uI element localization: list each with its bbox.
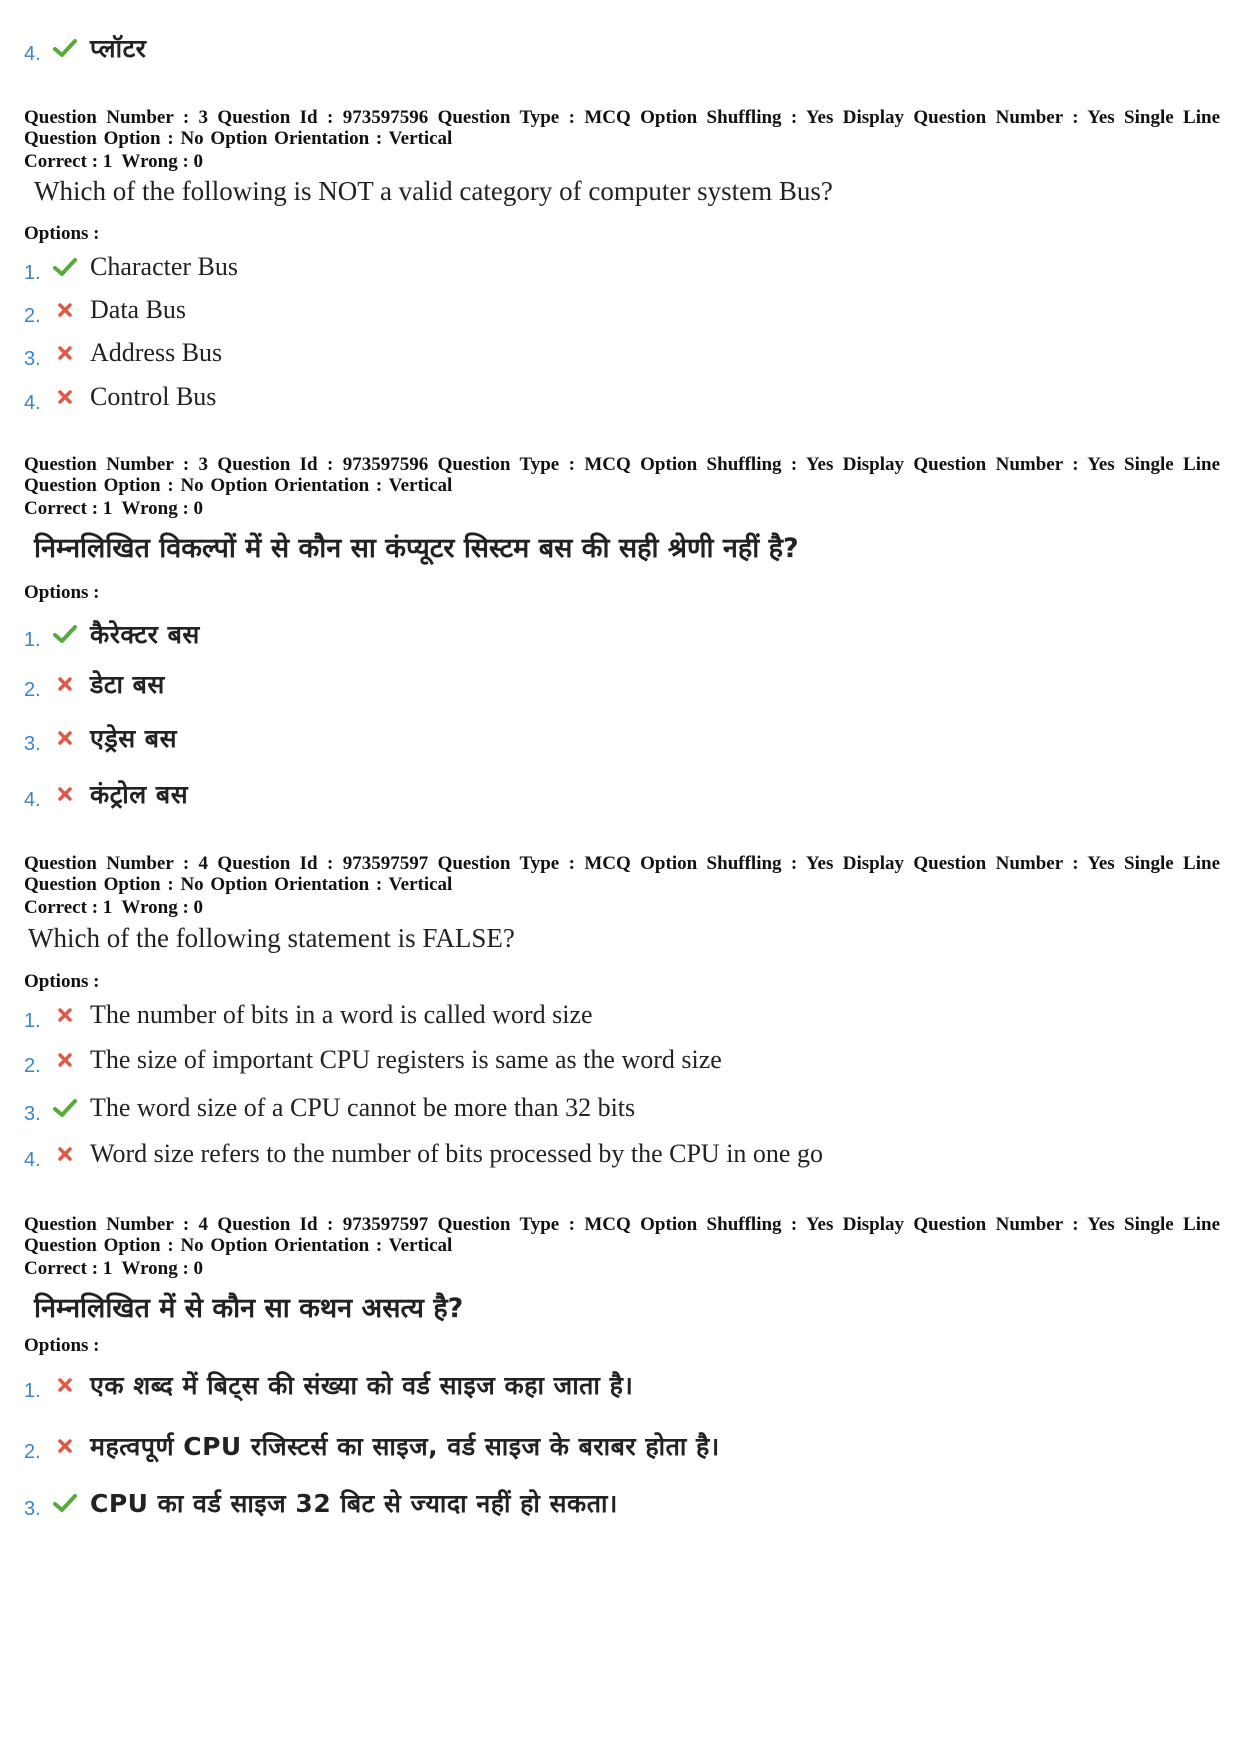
option-number: 1. [24,1010,41,1032]
option-row [24,245,238,289]
correct-wrong-score: Correct : 1 Wrong : 0 [24,1258,204,1279]
check-icon [50,257,80,277]
option-row [24,288,186,332]
option-row [24,1424,720,1468]
option-text: CPU का वर्ड साइज 32 बिट से ज्यादा नहीं हो सकता। [90,1489,618,1518]
option-text: Data Bus [90,295,187,324]
option-text: Control Bus [90,382,217,411]
correct-wrong-score: Correct : 1 Wrong : 0 [24,498,204,519]
question-meta: Question Number : 4 Question Id : 973597597 Question Type : MCQ Option Shuffling : Yes Display Question Number : Yes Single Line Question Option : No Option Orientation : Vertical [24,1214,1220,1256]
option-text: डेटा बस [90,670,165,699]
cross-icon [50,676,80,692]
option-row [24,375,216,419]
option-text: The size of important CPU registers is same as the word size [90,1045,722,1074]
check-icon [50,38,80,58]
question-text: Which of the following is NOT a valid category of computer system Bus? [34,176,833,206]
check-icon [50,1493,80,1513]
cross-icon [50,1438,80,1454]
option-number: 2. [24,1055,41,1077]
option-text: Character Bus [90,252,239,281]
options-label: Options : [24,1335,100,1356]
option-text: Word size refers to the number of bits processed by the CPU in one go [90,1139,823,1168]
option-number: 3. [24,733,41,755]
cross-icon [50,1377,80,1393]
option-text: प्लॉटर [90,34,147,63]
question-text: निम्नलिखित विकल्पों में से कौन सा कंप्यूटर सिस्टम बस की सही श्रेणी नहीं है? [34,533,799,564]
option-number: 3. [24,1498,41,1520]
option-row [24,1481,618,1525]
option-number: 4. [24,1149,41,1171]
option-row [24,612,200,656]
option-text: कैरेक्टर बस [90,620,200,649]
option-number: 4. [24,43,41,65]
check-icon [50,1098,80,1118]
option-number: 4. [24,392,41,414]
option-text: Address Bus [90,338,223,367]
cross-icon [50,345,80,361]
option-text: एड्रेस बस [90,724,177,753]
option-number: 2. [24,305,41,327]
cross-icon [50,1007,80,1023]
option-number: 2. [24,679,41,701]
option-row [24,26,146,70]
option-number: 1. [24,262,41,284]
question-text: निम्नलिखित में से कौन सा कथन असत्य है? [34,1293,464,1324]
cross-icon [50,389,80,405]
option-row [24,662,165,706]
option-number: 1. [24,1380,41,1402]
question-meta: Question Number : 4 Question Id : 973597597 Question Type : MCQ Option Shuffling : Yes Display Question Number : Yes Single Line Question Option : No Option Orientation : Vertical [24,853,1220,895]
option-text: महत्वपूर्ण CPU रजिस्टर्स का साइज, वर्ड साइज के बराबर होता है। [90,1432,720,1461]
option-number: 2. [24,1441,41,1463]
option-number: 3. [24,348,41,370]
options-label: Options : [24,971,100,992]
options-label: Options : [24,223,100,244]
option-text: The word size of a CPU cannot be more than 32 bits [90,1093,636,1122]
cross-icon [50,786,80,802]
option-row [24,1363,633,1407]
option-number: 3. [24,1103,41,1125]
correct-wrong-score: Correct : 1 Wrong : 0 [24,897,204,918]
option-row [24,331,222,375]
cross-icon [50,302,80,318]
question-meta: Question Number : 3 Question Id : 973597596 Question Type : MCQ Option Shuffling : Yes Display Question Number : Yes Single Line Question Option : No Option Orientation : Vertical [24,107,1220,149]
option-row [24,1086,635,1130]
option-row [24,1132,823,1176]
option-row [24,1038,722,1082]
question-meta: Question Number : 3 Question Id : 973597596 Question Type : MCQ Option Shuffling : Yes Display Question Number : Yes Single Line Question Option : No Option Orientation : Vertical [24,454,1220,496]
correct-wrong-score: Correct : 1 Wrong : 0 [24,151,204,172]
option-text: The number of bits in a word is called word size [90,1000,593,1029]
option-row [24,716,177,760]
cross-icon [50,1146,80,1162]
question-text: Which of the following statement is FALSE? [28,923,515,953]
check-icon [50,624,80,644]
cross-icon [50,1052,80,1068]
option-number: 1. [24,629,41,651]
option-text: एक शब्द में बिट्स की संख्या को वर्ड साइज कहा जाता है। [90,1371,634,1400]
option-number: 4. [24,789,41,811]
options-label: Options : [24,582,100,603]
option-text: कंट्रोल बस [90,780,189,809]
cross-icon [50,730,80,746]
option-row [24,772,188,816]
option-row [24,993,593,1037]
